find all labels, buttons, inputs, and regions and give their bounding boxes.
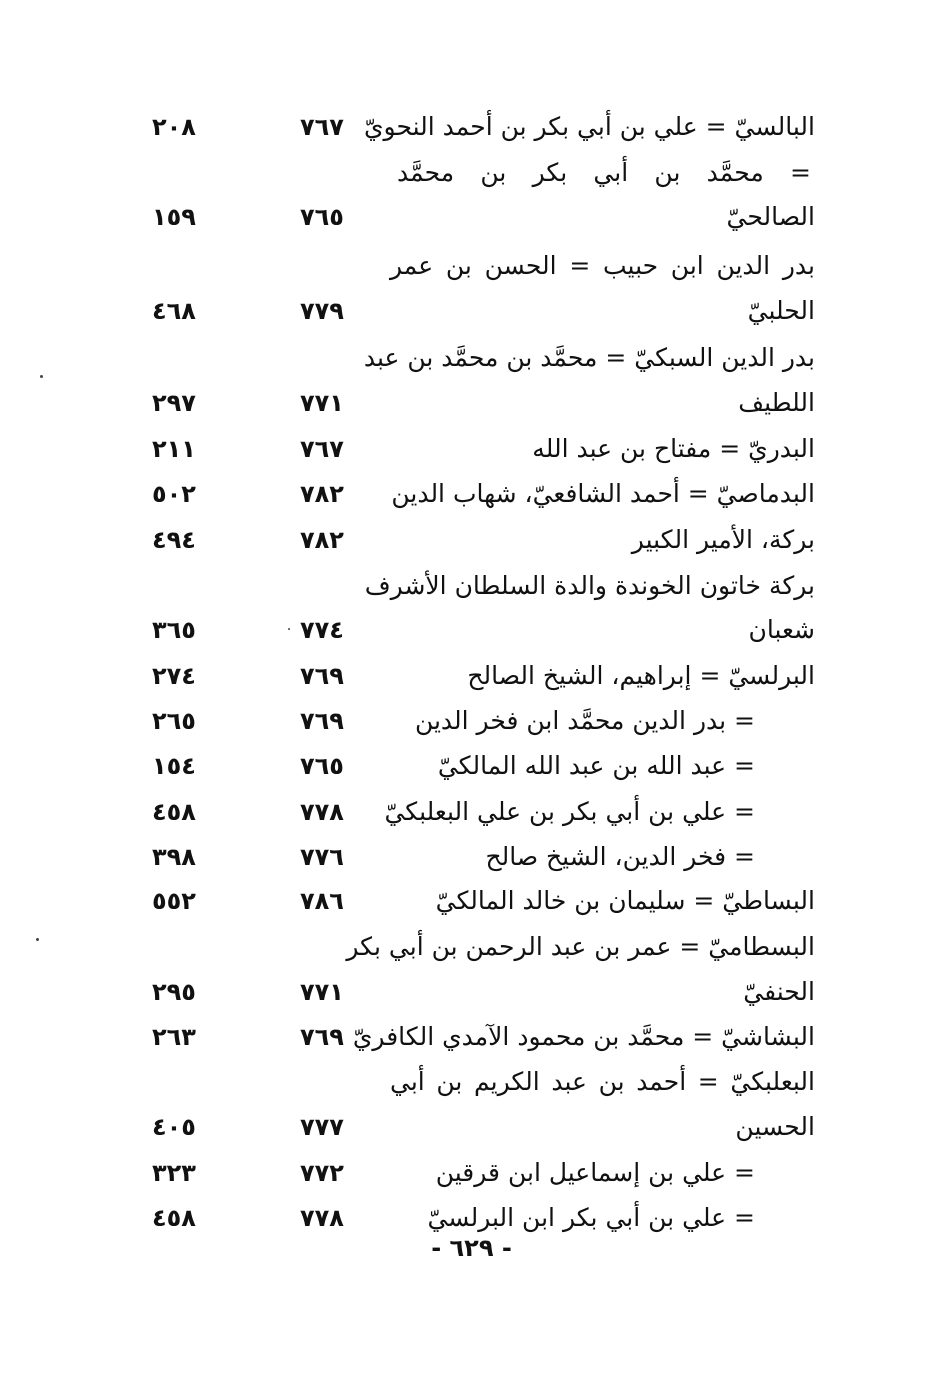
scan-speck — [288, 628, 290, 630]
index-entry — [0, 700, 943, 746]
scan-speck — [36, 938, 39, 941]
entry-name: = علي بن إسماعيل ابن قرقين — [435, 1158, 755, 1187]
death-year: ٧٧٩ — [300, 297, 344, 325]
index-entry — [0, 106, 943, 152]
entry-name: = علي بن أبي بكر ابن البرلسيّ — [427, 1203, 755, 1232]
index-entry — [0, 971, 943, 1017]
index-entry — [0, 290, 943, 336]
entry-name: الحسين — [735, 1112, 815, 1141]
index-entry — [0, 565, 943, 611]
death-year: ٧٦٩ — [300, 1023, 344, 1051]
entry-name: البالسيّ = علي بن أبي بكر بن أحمد النحويّ — [363, 112, 815, 141]
page-ref: ٢٩٧ — [152, 389, 196, 417]
death-year: ٧٨٢ — [300, 480, 344, 508]
index-entry — [0, 473, 943, 519]
death-year: ٧٧٦ — [300, 843, 344, 871]
index-entry — [0, 1061, 943, 1107]
death-year: ٧٦٩ — [300, 707, 344, 735]
death-year: ٧٦٥ — [300, 203, 344, 231]
entry-name: البشاشيّ = محمَّد بن محمود الآمدي الكافريّ — [352, 1022, 815, 1051]
entry-name: البدريّ = مفتاح بن عبد الله — [532, 434, 815, 463]
page-ref: ٤٦٨ — [152, 297, 196, 325]
death-year: ٧٧١ — [300, 389, 344, 417]
entry-name: الحلبيّ — [747, 296, 815, 325]
page-number: - ٦٢٩ - — [431, 1234, 512, 1262]
entry-name: بركة خاتون الخوندة والدة السلطان الأشرف — [364, 571, 815, 600]
entry-name: البرلسيّ = إبراهيم، الشيخ الصالح — [467, 661, 815, 690]
entry-name: الصالحيّ — [726, 202, 815, 231]
page-ref: ٤٠٥ — [152, 1113, 196, 1141]
entry-name: = علي بن أبي بكر بن علي البعلبكيّ — [384, 797, 755, 826]
entry-name: بدر الدين السبكيّ = محمَّد بن محمَّد بن عبد — [363, 343, 815, 372]
page-ref: ٣٦٥ — [152, 616, 196, 644]
page-ref: ٢٠٨ — [152, 113, 196, 141]
entry-name: بركة، الأمير الكبير — [631, 525, 815, 554]
index-entry — [0, 152, 943, 198]
page-ref: ٤٥٨ — [152, 798, 196, 826]
entry-name: بدر الدين ابن حبيب = الحسن بن عمر — [390, 251, 815, 280]
index-entry — [0, 880, 943, 926]
death-year: ٧٧٢ — [300, 1159, 344, 1187]
page-ref: ٥٠٢ — [152, 480, 196, 508]
index-entry — [0, 926, 943, 972]
index-entry — [0, 196, 943, 242]
entry-name: = بدر الدين محمَّد ابن فخر الدين — [414, 706, 755, 735]
death-year: ٧٧٨ — [300, 798, 344, 826]
index-entry — [0, 337, 943, 383]
page-ref: ٣٢٣ — [152, 1159, 196, 1187]
index-entry — [0, 1106, 943, 1152]
entry-name: = فخر الدين، الشيخ صالح — [485, 842, 755, 871]
index-entry — [0, 745, 943, 791]
index-entry — [0, 836, 943, 882]
entry-name: البسطاميّ = عمر بن عبد الرحمن بن أبي بكر — [346, 932, 815, 961]
index-entry — [0, 609, 943, 655]
page-ref: ٤٥٨ — [152, 1204, 196, 1232]
entry-name: شعبان — [748, 615, 815, 644]
page-ref: ٢٦٥ — [152, 707, 196, 735]
page-ref: ١٥٤ — [152, 752, 196, 780]
death-year: ٧٧٤ — [300, 616, 344, 644]
entry-name: البساطيّ = سليمان بن خالد المالكيّ — [435, 886, 815, 915]
index-entry — [0, 655, 943, 701]
index-entry — [0, 791, 943, 837]
page-ref: ٢٧٤ — [152, 662, 196, 690]
page-ref: ٢٩٥ — [152, 978, 196, 1006]
page-ref: ٣٩٨ — [152, 843, 196, 871]
page-ref: ٢١١ — [152, 435, 196, 463]
death-year: ٧٨٢ — [300, 526, 344, 554]
death-year: ٧٧١ — [300, 978, 344, 1006]
page-ref: ١٥٩ — [152, 203, 196, 231]
index-entry — [0, 428, 943, 474]
entry-name: = عبد الله بن عبد الله المالكيّ — [437, 751, 755, 780]
index-entry — [0, 519, 943, 565]
death-year: ٧٧٧ — [300, 1113, 344, 1141]
page-ref: ٢٦٣ — [152, 1023, 196, 1051]
scan-speck — [40, 375, 43, 378]
entry-name: اللطيف — [738, 388, 815, 417]
entry-name: البعلبكيّ = أحمد بن عبد الكريم بن أبي — [390, 1067, 815, 1096]
death-year: ٧٦٧ — [300, 435, 344, 463]
entry-name: البدماصيّ = أحمد الشافعيّ، شهاب الدين — [391, 479, 815, 508]
entry-name: = محمَّد بن أبي بكر بن محمَّد — [397, 158, 811, 187]
death-year: ٧٦٧ — [300, 113, 344, 141]
entry-name: الحنفيّ — [743, 977, 815, 1006]
index-entry — [0, 382, 943, 428]
index-entry — [0, 245, 943, 291]
death-year: ٧٧٨ — [300, 1204, 344, 1232]
index-entry — [0, 1016, 943, 1062]
death-year: ٧٦٥ — [300, 752, 344, 780]
death-year: ٧٦٩ — [300, 662, 344, 690]
page-ref: ٤٩٤ — [152, 526, 196, 554]
death-year: ٧٨٦ — [300, 887, 344, 915]
page-ref: ٥٥٢ — [152, 887, 196, 915]
index-entry — [0, 1152, 943, 1198]
